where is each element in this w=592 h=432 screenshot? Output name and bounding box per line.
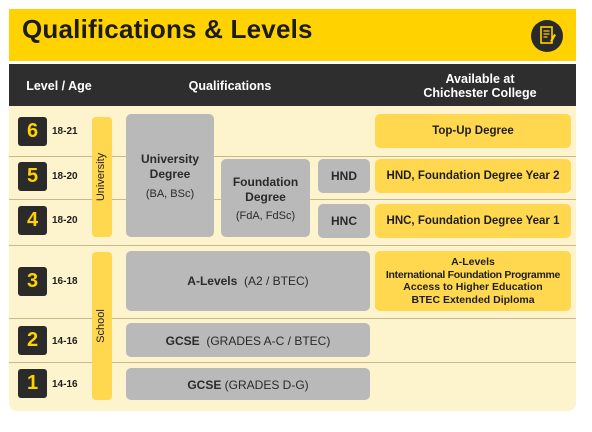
gcse-ac-label <box>126 334 370 348</box>
university-degree-title: University <box>140 152 200 166</box>
hnc-box: HNC <box>318 204 370 238</box>
page-title: Qualifications & Levels <box>22 14 313 44</box>
row-divider <box>9 245 576 246</box>
level-number: 1 <box>18 369 47 398</box>
level-number: 5 <box>18 162 47 191</box>
available-level-3-item: BTEC Extended Diploma <box>411 293 535 306</box>
foundation-degree-title: Degree <box>245 190 286 204</box>
foundation-degree-title: Foundation <box>232 175 299 189</box>
column-level-age: Level / Age <box>26 79 92 93</box>
available-level-3-item: Access to Higher Education <box>403 281 543 293</box>
level-age: 18-20 <box>52 215 78 226</box>
level-age: 14-16 <box>52 336 78 347</box>
available-level-3-item: A-Levels <box>451 256 495 268</box>
gcse-dg-title: GCSE <box>187 378 222 392</box>
level-age: 18-21 <box>52 126 78 137</box>
university-group-label: University <box>95 152 107 202</box>
level-age: 14-16 <box>52 379 78 390</box>
gcse-ac-title: GCSE <box>165 334 200 348</box>
available-level-3 <box>375 251 571 311</box>
column-available-line2: Chichester College <box>423 86 537 100</box>
a-levels-sub: (A2 / BTEC) <box>244 274 309 288</box>
gcse-dg-label <box>126 378 370 392</box>
university-degree-sub: (BA, BSc) <box>145 188 195 200</box>
available-level-3-item: International Foundation Programme <box>385 268 561 281</box>
foundation-degree-sub: (FdA, FdSc) <box>235 210 296 222</box>
university-degree-title: Degree <box>149 167 191 181</box>
gcse-dg-sub: (GRADES D-G) <box>224 378 309 392</box>
column-available-line1: Available at <box>445 72 515 86</box>
level-number: 4 <box>18 206 47 235</box>
level-age: 16-18 <box>52 276 78 287</box>
available-level-5: HND, Foundation Degree Year 2 <box>375 159 571 193</box>
document-icon[interactable] <box>531 20 563 52</box>
level-number: 3 <box>18 267 47 296</box>
a-levels-title: A-Levels <box>187 274 238 288</box>
column-qualifications: Qualifications <box>188 79 272 93</box>
a-levels-label <box>126 274 370 288</box>
available-level-4: HNC, Foundation Degree Year 1 <box>375 204 571 238</box>
gcse-ac-sub: (GRADES A-C / BTEC) <box>206 334 331 348</box>
level-age: 18-20 <box>52 171 78 182</box>
level-number: 6 <box>18 117 47 146</box>
level-number: 2 <box>18 326 47 355</box>
available-level-6: Top-Up Degree <box>375 114 571 148</box>
school-group-label: School <box>95 309 107 343</box>
hnd-box: HND <box>318 159 370 193</box>
